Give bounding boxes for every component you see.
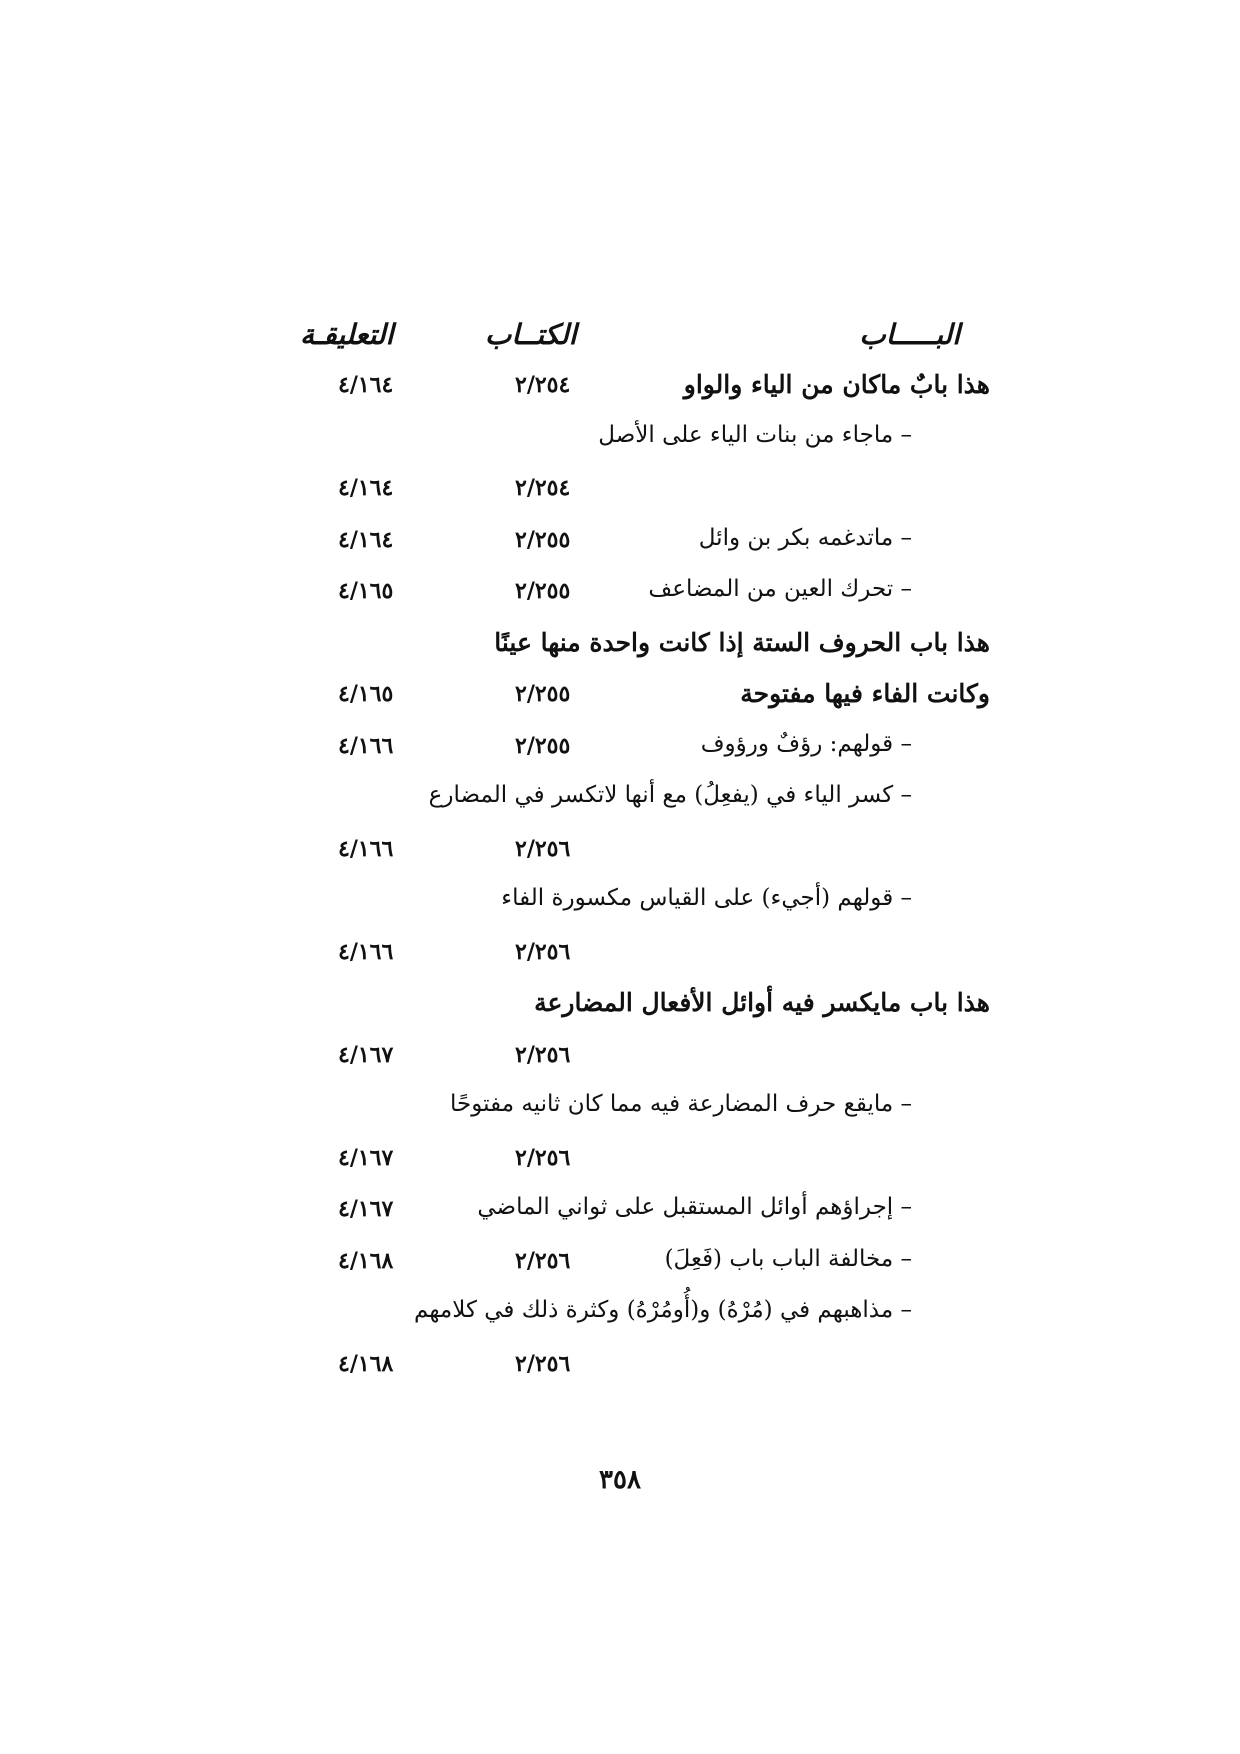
kitab-reference: ٢/٢٥٤ — [515, 372, 571, 398]
index-table — [300, 312, 990, 1392]
kitab-reference: ٢/٢٥٦ — [515, 1247, 571, 1274]
index-row — [300, 362, 990, 414]
page-number: ٣٥٨ — [599, 1465, 641, 1495]
kitab-reference: ٢/٢٥٦ — [515, 1350, 571, 1377]
taliqa-reference: ٤/١٦٤ — [338, 526, 394, 553]
kitab-reference: ٢/٢٥٦ — [515, 1144, 571, 1171]
index-row — [300, 671, 990, 723]
index-row — [300, 826, 990, 878]
section-entry: – ماتدغمه بكر بن وائل — [698, 524, 912, 551]
section-entry: – قولهم: رؤفٌ ورؤوف — [700, 730, 912, 757]
kitab-reference: ٢/٢٥٤ — [515, 475, 571, 501]
section-entry: – ماجاء من بنات الياء على الأصل — [598, 421, 912, 448]
taliqa-reference: ٤/١٦٦ — [338, 938, 394, 965]
index-row — [300, 1341, 990, 1393]
taliqa-reference: ٤/١٦٤ — [338, 475, 394, 501]
taliqa-reference: ٤/١٦٧ — [338, 1144, 394, 1171]
index-row — [300, 517, 990, 569]
index-row — [300, 414, 990, 466]
kitab-reference: ٢/٢٥٦ — [515, 938, 571, 965]
kitab-reference: ٢/٢٥٥ — [515, 681, 571, 707]
index-row — [300, 1032, 990, 1084]
header-bab: البـــــاب — [859, 318, 960, 351]
index-row — [300, 1135, 990, 1187]
section-entry: – تحرك العين من المضاعف — [648, 576, 912, 602]
section-entry: – مخالفة الباب باب (فَعِلَ) — [664, 1245, 912, 1272]
index-row — [300, 620, 990, 672]
taliqa-reference: ٤/١٦٤ — [338, 372, 394, 398]
table-header — [300, 312, 990, 362]
section-entry: – مايقع حرف المضارعة فيه مما كان ثانيه مفتوحًا — [450, 1091, 912, 1117]
header-kitab: الكتــاب — [485, 318, 577, 351]
taliqa-reference: ٤/١٦٧ — [338, 1041, 394, 1068]
index-row — [300, 1186, 990, 1238]
chapter-heading: هذا باب الحروف الستة إذا كانت واحدة منها عينًا — [494, 627, 990, 657]
index-row — [300, 1238, 990, 1290]
chapter-heading: هذا باب مايكسر فيه أوائل الأفعال المضارعة — [534, 988, 990, 1017]
taliqa-reference: ٤/١٦٦ — [338, 732, 394, 759]
index-row — [300, 568, 990, 620]
index-row — [300, 1083, 990, 1135]
index-row — [300, 877, 990, 929]
kitab-reference: ٢/٢٥٦ — [515, 1041, 571, 1068]
kitab-reference: ٢/٢٥٦ — [515, 835, 571, 862]
index-row — [300, 465, 990, 517]
index-row — [300, 1289, 990, 1341]
index-rows — [300, 362, 990, 1392]
index-row — [300, 723, 990, 775]
index-row — [300, 929, 990, 981]
chapter-heading: وكانت الفاء فيها مفتوحة — [740, 679, 990, 708]
kitab-reference: ٢/٢٥٥ — [515, 732, 571, 759]
taliqa-reference: ٤/١٦٥ — [338, 681, 394, 707]
index-row — [300, 774, 990, 826]
taliqa-reference: ٤/١٦٦ — [338, 835, 394, 862]
kitab-reference: ٢/٢٥٥ — [515, 578, 571, 604]
kitab-reference: ٢/٢٥٥ — [515, 526, 571, 553]
chapter-heading: هذا بابٌ ماكان من الياء والواو — [683, 370, 990, 399]
section-entry: – كسر الياء في (يفعِلُ) مع أنها لاتكسر في المضارع — [428, 782, 912, 808]
section-entry: – إجراؤهم أوائل المستقبل على ثواني الماضي — [477, 1194, 912, 1220]
taliqa-reference: ٤/١٦٨ — [338, 1247, 394, 1274]
taliqa-reference: ٤/١٦٥ — [338, 578, 394, 604]
section-entry: – مذاهبهم في (مُرْهُ) و(أُومُرْهُ) وكثرة ذلك في كلامهم — [414, 1297, 912, 1323]
section-entry: – قولهم (أجيء) على القياس مكسورة الفاء — [501, 885, 912, 911]
header-taliqa: التعليقـة — [300, 318, 394, 351]
taliqa-reference: ٤/١٦٧ — [338, 1196, 394, 1222]
index-row — [300, 980, 990, 1032]
taliqa-reference: ٤/١٦٨ — [338, 1350, 394, 1377]
